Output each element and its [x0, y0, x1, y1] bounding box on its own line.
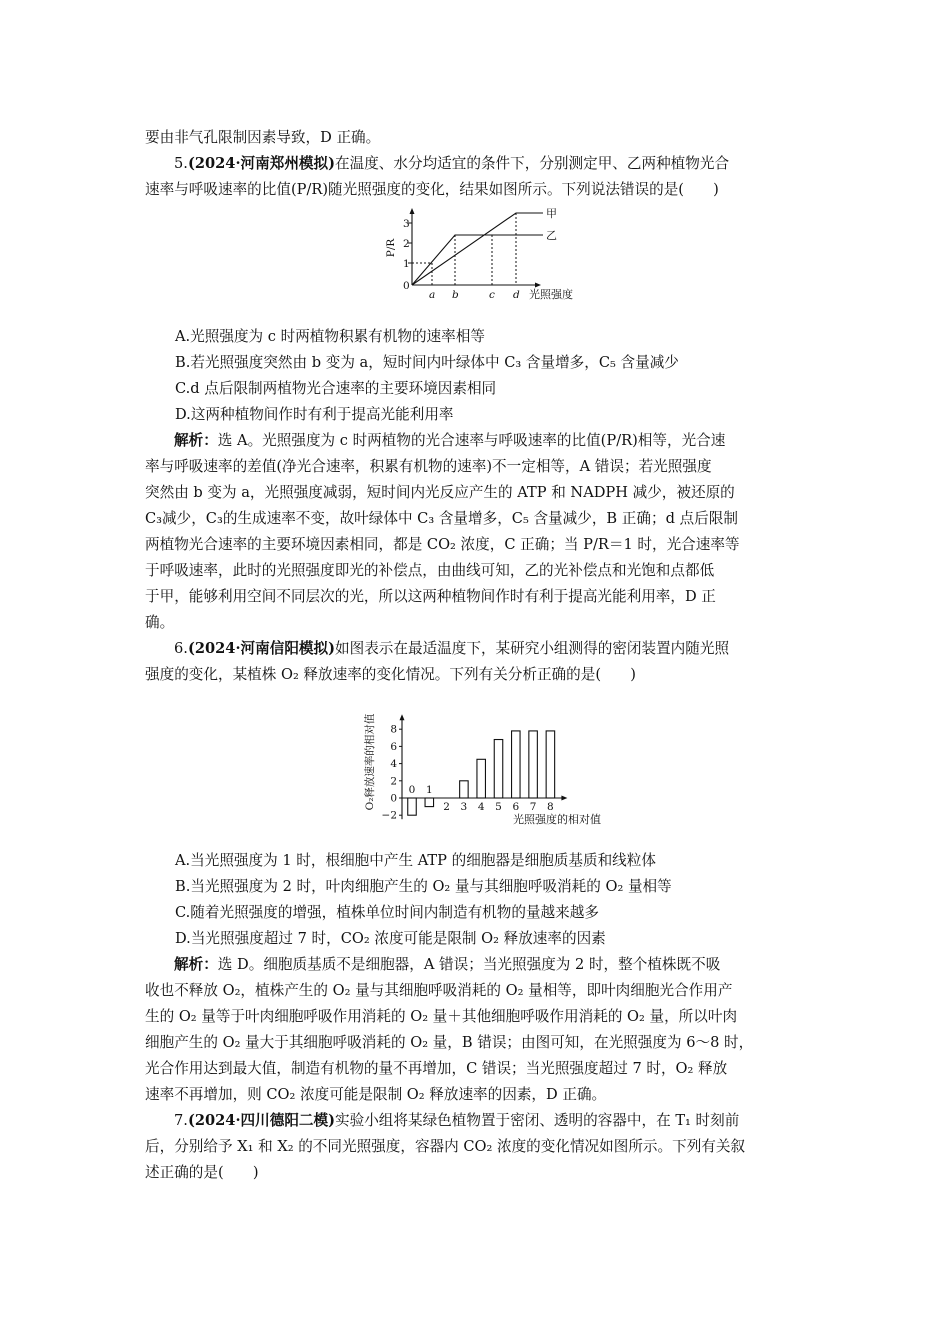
- q5-xtick-c: c: [489, 289, 495, 301]
- q5-stem-line1: [145, 151, 807, 177]
- q7-stem-line2: 后，分别给予 X₁ 和 X₂ 的不同光照强度，容器内 CO₂ 浓度的变化情况如图所示。下列有关叙: [145, 1138, 746, 1155]
- q6-option-b: B.当光照强度为 2 时，叶肉细胞产生的 O₂ 量与其细胞呼吸消耗的 O₂ 量相等: [175, 878, 672, 895]
- q5-curve-jia: [412, 213, 543, 285]
- q6-ytick-label-0: −2: [381, 809, 397, 822]
- q6-xtick-label-0: 0: [408, 784, 416, 796]
- q5-analysis-line3: 突然由 b 变为 a，光照强度减弱，短时间内光反应产生的 ATP 和 NADPH 减少，被还原的: [145, 484, 735, 501]
- q5-option-a: A.光照强度为 c 时两植物积累有机物的速率相等: [175, 328, 485, 345]
- q5-source: (2024·河南郑州模拟): [187, 155, 336, 172]
- q6-xtick-label-3: 3: [460, 801, 468, 813]
- q5-ytick-label-3: 3: [403, 218, 410, 230]
- q5-xlabel: 光照强度: [529, 288, 573, 301]
- q5-analysis-line5: 两植物光合速率的主要环境因素相同，都是 CO₂ 浓度，C 正确；当 P/R＝1 时，光合速率等: [145, 536, 740, 553]
- q6-analysis-line1: [145, 952, 807, 978]
- q5-xtick-b: b: [452, 289, 459, 301]
- q6-bar-7: [529, 731, 538, 798]
- q6-analysis-line2: 收也不释放 O₂，植株产生的 O₂ 量与其细胞呼吸消耗的 O₂ 量相等，即叶肉细胞光合作用产: [145, 982, 733, 999]
- q6-ytick-label-5: 8: [390, 723, 397, 736]
- q5-xtick-a: a: [429, 289, 436, 301]
- q5-number: 5.: [174, 155, 188, 172]
- q5-analysis-line1: [145, 428, 807, 454]
- q7-stem-line1: [145, 1108, 807, 1134]
- q6-ytick-label-1: 0: [390, 792, 397, 805]
- q5-ylabel: P/R: [385, 238, 397, 258]
- q7-stem-line3: 述正确的是( ): [145, 1164, 259, 1181]
- q6-option-d: D.当光照强度超过 7 时，CO₂ 浓度可能是限制 O₂ 释放速率的因素: [175, 930, 606, 947]
- q6-bar-8: [546, 731, 555, 798]
- q6-analysis-line4: 细胞产生的 O₂ 量大于其细胞呼吸消耗的 O₂ 量，B 错误；由图可知，在光照强度为 6～8 时，: [145, 1034, 754, 1051]
- q6-xtick-label-2: 2: [443, 801, 450, 813]
- q5-analysis-line6: 于呼吸速率，此时的光照强度即光的补偿点，由曲线可知，乙的光补偿点和光饱和点都低: [145, 562, 715, 579]
- q5-y-arrow: [410, 208, 415, 214]
- q6-xtick-label-6: 6: [512, 801, 520, 813]
- q6-bar-4: [477, 759, 486, 798]
- q5-analysis-line4: C₃减少，C₃的生成速率不变，故叶绿体中 C₃ 含量增多，C₅ 含量减少，B 正确；d 点后限制: [145, 510, 738, 527]
- q6-analysis-text: 选 D。细胞质基质不是细胞器，A 错误；当光照强度为 2 时，整个植株既不吸: [217, 956, 721, 973]
- q7-number: 7.: [174, 1112, 188, 1129]
- q6-stem-line2: 强度的变化，某植株 O₂ 释放速率的变化情况。下列有关分析正确的是( ): [145, 666, 636, 683]
- q5-analysis-line2: 率与呼吸速率的差值(净光合速率，积累有机物的速率)不一定相等，A 错误；若光照强度: [145, 458, 712, 475]
- q7-source: (2024·四川德阳二模): [187, 1112, 336, 1129]
- q6-bar-1: [425, 798, 434, 807]
- q7-stem-text: 实验小组将某绿色植物置于密闭、透明的容器中，在 T₁ 时刻前: [335, 1112, 740, 1129]
- q5-option-d: D.这两种植物间作时有利于提高光能利用率: [175, 406, 454, 423]
- q5-ytick-label-2: 2: [403, 238, 410, 250]
- q6-option-a: A.当光照强度为 1 时，根细胞中产生 ATP 的细胞器是细胞质基质和线粒体: [175, 852, 656, 869]
- q6-stem-line1: [145, 636, 807, 662]
- q6-source: (2024·河南信阳模拟): [187, 640, 336, 657]
- q5-stem-line2: 速率与呼吸速率的比值(P/R)随光照强度的变化，结果如图所示。下列说法错误的是( ): [145, 181, 719, 198]
- q6-y-arrow: [400, 714, 405, 720]
- q5-origin-label: 0: [403, 280, 410, 292]
- q5-stem-text: 在温度、水分均适宜的条件下，分别测定甲、乙两种植物光合: [335, 155, 730, 172]
- q5-analysis-line7: 于甲，能够利用空间不同层次的光，所以这两种植物间作时有利于提高光能利用率，D 正: [145, 588, 716, 605]
- q6-number: 6.: [174, 640, 188, 657]
- q6-x-arrow: [561, 796, 567, 801]
- q5-option-c: C.d 点后限制两植物光合速率的主要环境因素相同: [175, 380, 497, 397]
- q6-xtick-label-8: 8: [547, 801, 554, 813]
- q6-bar-0: [408, 798, 417, 815]
- q5-curve-yi: [412, 235, 543, 285]
- q6-xtick-label-5: 5: [495, 801, 502, 813]
- q6-o2-bar-chart: [355, 700, 635, 835]
- q5-xtick-d: d: [513, 289, 520, 301]
- q5-pr-chart: [380, 205, 600, 305]
- q6-option-c: C.随着光照强度的增强，植株单位时间内制造有机物的量越来越多: [175, 904, 599, 921]
- q6-ytick-label-2: 2: [390, 775, 397, 788]
- q5-legend-yi: 乙: [546, 229, 557, 242]
- q6-analysis-line3: 生的 O₂ 量等于叶肉细胞呼吸作用消耗的 O₂ 量＋其他细胞呼吸作用消耗的 O₂ 量，所以叶肉: [145, 1008, 738, 1025]
- q6-xtick-label-7: 7: [529, 801, 537, 813]
- q5-x-arrow: [535, 283, 541, 288]
- q6-xtick-label-4: 4: [477, 801, 485, 813]
- q5-analysis-text: 选 A。光照强度为 c 时两植物的光合速率与呼吸速率的比值(P/R)相等，光合速: [217, 432, 726, 449]
- carryover-line: 要由非气孔限制因素导致，D 正确。: [145, 129, 381, 146]
- q6-bar-3: [460, 781, 469, 798]
- q5-ytick-label-1: 1: [403, 258, 410, 270]
- q6-ytick-label-4: 6: [390, 740, 397, 753]
- q6-analysis-line5: 光合作用达到最大值，制造有机物的量不再增加，C 错误；当光照强度超过 7 时，O₂ 释放: [145, 1060, 728, 1077]
- q6-analysis-line6: 速率不再增加，则 CO₂ 浓度可能是限制 O₂ 释放速率的因素，D 正确。: [145, 1086, 607, 1103]
- q6-xlabel: 光照强度的相对值: [513, 813, 601, 826]
- q5-analysis-line8: 确。: [145, 614, 175, 631]
- q6-ytick-label-3: 4: [390, 758, 397, 771]
- q5-analysis-label: 解析：: [174, 432, 218, 449]
- q6-analysis-label: 解析：: [174, 956, 218, 973]
- q6-bar-5: [494, 740, 503, 798]
- q6-xtick-label-1: 1: [425, 784, 433, 796]
- q6-ylabel: O₂释放速率的相对值: [364, 713, 376, 811]
- q6-stem-text: 如图表示在最适温度下，某研究小组测得的密闭装置内随光照: [335, 640, 730, 657]
- q6-bar-6: [512, 731, 521, 798]
- q5-option-b: B.若光照强度突然由 b 变为 a，短时间内叶绿体中 C₃ 含量增多，C₅ 含量减少: [175, 354, 679, 371]
- q5-legend-jia: 甲: [546, 207, 557, 220]
